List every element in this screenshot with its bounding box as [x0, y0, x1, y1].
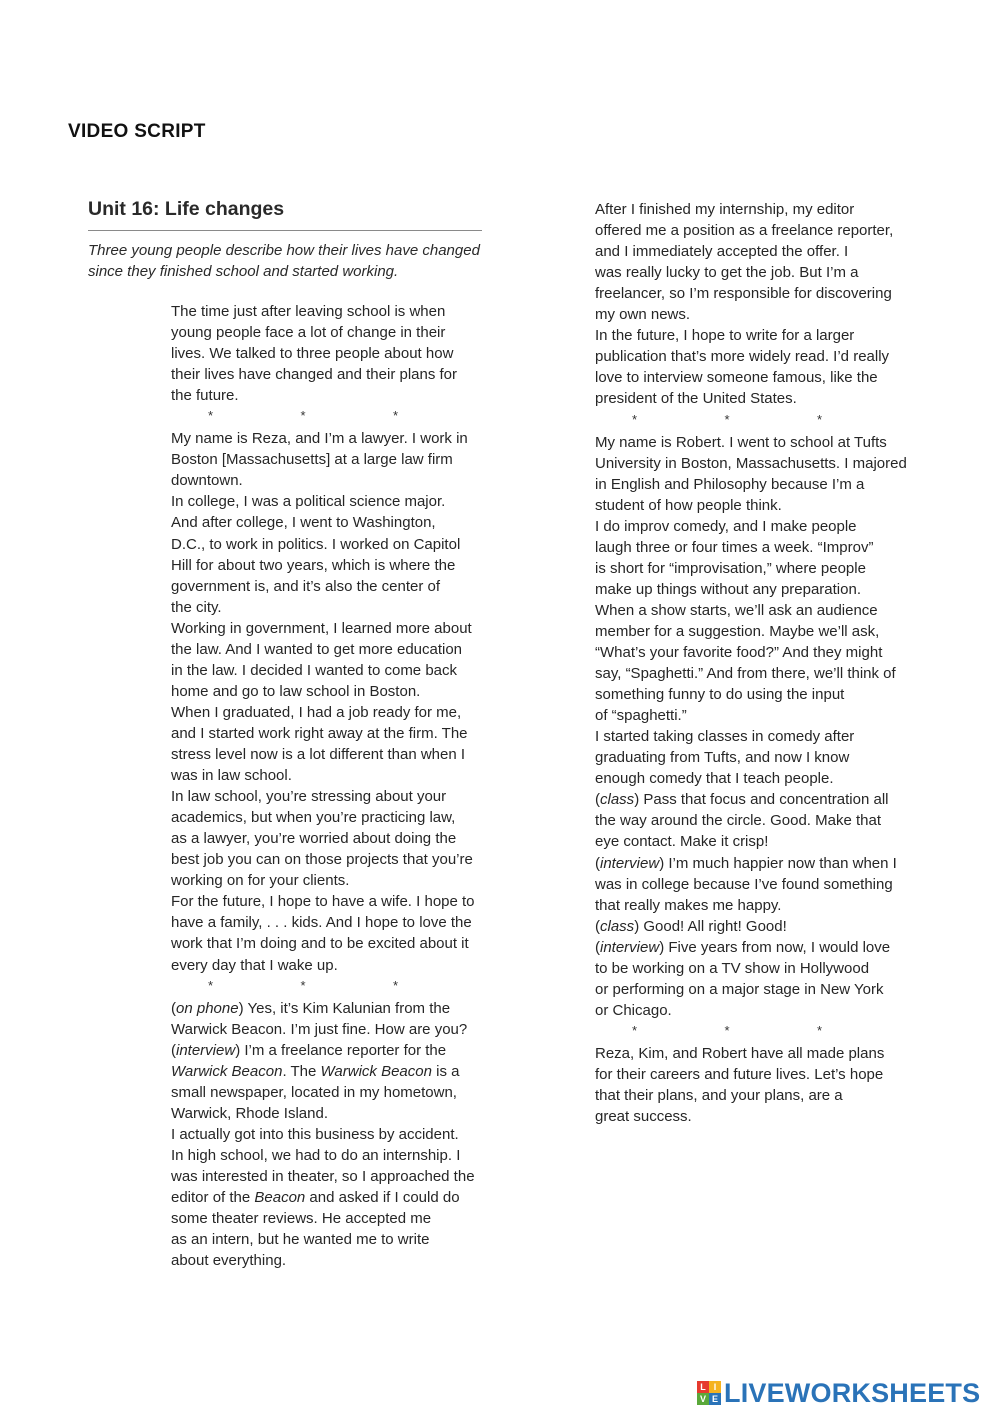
separator-star: * [208, 977, 214, 993]
line-segment: make up things without any preparation. [595, 580, 861, 598]
line-segment: that their plans, and your plans, are a [595, 1087, 843, 1104]
script-line [595, 600, 878, 621]
line-segment: enough comedy that I teach people. [595, 770, 834, 788]
line-segment: Warwick, Rhode Island. [171, 1104, 329, 1122]
separator-star: * [632, 1022, 638, 1038]
line-segment: ) Pass that focus and concentration all [634, 791, 889, 809]
script-line [171, 849, 473, 870]
script-line [595, 1064, 883, 1085]
section-separator-stars [208, 409, 398, 422]
line-segment: class [600, 791, 635, 809]
line-segment: as a lawyer, you’re worried about doing the [171, 830, 457, 848]
script-line [595, 768, 834, 789]
line-segment: the future. [171, 387, 239, 405]
script-line [171, 491, 445, 512]
line-segment: I started taking classes in comedy after [595, 728, 855, 746]
line-segment: downtown. [171, 472, 243, 490]
line-segment: My name is Reza, and I’m a lawyer. I work in [171, 430, 468, 448]
script-line [171, 933, 469, 954]
script-line [171, 1208, 431, 1229]
line-segment: In the future, I hope to write for a larger [595, 327, 855, 345]
section-separator-stars [632, 1024, 822, 1037]
script-line [171, 744, 465, 765]
title-divider [88, 230, 482, 231]
script-line [595, 853, 897, 874]
script-line [171, 470, 243, 491]
line-segment: ( [595, 917, 600, 935]
script-line [171, 449, 453, 470]
line-segment: Working in government, I learned more about [171, 619, 472, 637]
script-line [595, 199, 854, 220]
script-line [171, 723, 468, 744]
script-line [171, 1187, 460, 1208]
script-line [171, 1019, 467, 1040]
intro-line: since they finished school and started working. [88, 263, 399, 280]
line-segment: work that I’m doing and to be excited about it [171, 935, 469, 953]
separator-star: * [724, 1022, 730, 1038]
script-line [595, 474, 864, 495]
script-line [171, 301, 445, 322]
script-line [595, 453, 907, 474]
line-segment: some theater reviews. He accepted me [171, 1210, 432, 1228]
script-line [595, 642, 882, 663]
line-segment: And after college, I went to Washington, [171, 514, 436, 532]
line-segment: love to interview someone famous, like the [595, 369, 878, 387]
script-line [595, 937, 890, 958]
script-line [595, 262, 858, 283]
script-line [171, 512, 436, 533]
line-segment: stress level now is a lot different than when I [171, 746, 466, 763]
script-line [595, 1085, 843, 1106]
script-line [595, 874, 893, 895]
line-segment: D.C., to work in politics. I worked on Capitol [171, 535, 461, 553]
line-segment: Warwick Beacon. I’m just fine. How are you? [171, 1020, 468, 1038]
line-segment: editor of the [171, 1189, 255, 1206]
line-segment: After I finished my internship, my editor [595, 201, 855, 218]
script-line [171, 891, 475, 912]
script-line [171, 1229, 429, 1250]
line-segment: ) Good! All right! Good! [634, 917, 787, 935]
separator-star: * [632, 411, 638, 427]
line-segment: Hill for about two years, which is where the [171, 556, 456, 574]
line-segment: When I graduated, I had a job ready for me, [171, 703, 462, 721]
script-line [595, 325, 854, 346]
script-line [171, 555, 455, 576]
line-segment: My name is Robert. I went to school at Tufts [595, 433, 887, 451]
line-segment: University in Boston, Massachusetts. I majored [595, 454, 907, 472]
line-segment: Reza, Kim, and Robert have all made plans [595, 1044, 885, 1062]
line-segment: on phone [176, 999, 239, 1017]
line-segment: government is, and it’s also the center of [171, 577, 441, 595]
script-line [171, 807, 455, 828]
liveworksheets-logo [697, 1378, 980, 1408]
page-heading: VIDEO SCRIPT [68, 121, 206, 142]
line-segment: ( [595, 938, 600, 956]
line-segment: . The [282, 1062, 321, 1080]
separator-star: * [724, 411, 730, 427]
script-line [595, 810, 881, 831]
line-segment: and I started work right away at the firm. The [171, 724, 468, 742]
script-line [171, 618, 472, 639]
line-segment: ) Five years from now, I would love [659, 938, 891, 956]
script-line [595, 516, 857, 537]
line-segment: ( [171, 999, 176, 1017]
line-segment: was interested in theater, so I approached the [171, 1167, 475, 1185]
line-segment: their lives have changed and their plans for [171, 366, 458, 384]
section-separator-stars [632, 413, 822, 426]
script-line [595, 1043, 884, 1064]
line-segment: to be working on a TV show in Hollywood [595, 959, 870, 977]
line-segment: young people face a lot of change in their [171, 324, 446, 342]
line-segment: the way around the circle. Good. Make that [595, 812, 881, 830]
line-segment: of “spaghetti.” [595, 707, 687, 725]
line-segment: I do improv comedy, and I make people [595, 517, 857, 535]
line-segment: interview [600, 854, 660, 872]
line-segment: publication that’s more widely read. I’d really [595, 348, 890, 366]
script-line [595, 346, 889, 367]
script-line [595, 1000, 672, 1021]
line-segment: eye contact. Make it crisp! [595, 833, 769, 851]
script-line [171, 428, 468, 449]
line-segment: ( [171, 1041, 176, 1059]
script-line [595, 367, 878, 388]
script-line [171, 1145, 460, 1166]
line-segment: laugh three or four times a week. “Improv” [595, 538, 874, 556]
script-line [595, 558, 866, 579]
script-line [171, 681, 420, 702]
section-separator-stars [208, 979, 398, 992]
line-segment: and asked if I could do [305, 1189, 460, 1206]
script-line [595, 579, 861, 600]
intro-line: Three young people describe how their lives have changed [88, 242, 480, 259]
script-line [595, 958, 869, 979]
script-line [595, 621, 879, 642]
script-line [595, 747, 849, 768]
script-line [171, 955, 338, 976]
script-line [595, 432, 887, 453]
separator-star: * [816, 1022, 822, 1038]
unit-title: Unit 16: Life changes [88, 198, 285, 220]
script-line [171, 364, 457, 385]
script-line [595, 241, 848, 262]
line-segment: have a family, . . . kids. And I hope to love the [171, 914, 472, 932]
script-line [171, 1082, 457, 1103]
line-segment: in the law. I decided I wanted to come back [171, 661, 458, 679]
line-segment: ) I’m much happier now than when I [659, 854, 897, 872]
script-line [171, 576, 440, 597]
script-line [171, 660, 457, 681]
separator-star: * [392, 977, 398, 993]
line-segment: lives. We talked to three people about how [171, 345, 454, 363]
line-segment: ( [595, 854, 600, 872]
line-segment: every day that I wake up. [171, 956, 338, 974]
line-segment: the law. And I wanted to get more education [171, 640, 463, 658]
line-segment: freelancer, so I’m responsible for discovering [595, 285, 892, 303]
line-segment: president of the United States. [595, 390, 797, 408]
script-line [171, 1166, 475, 1187]
line-segment: for their careers and future lives. Let’s hope [595, 1065, 884, 1083]
logo-letter: E [709, 1393, 721, 1405]
line-segment: academics, but when you’re practicing law, [171, 809, 456, 827]
script-line [171, 1124, 459, 1145]
logo-letter: V [697, 1393, 709, 1405]
line-segment: I actually got into this business by accident. [171, 1125, 459, 1143]
line-segment: Warwick Beacon [320, 1062, 432, 1080]
line-segment: In high school, we had to do an internship. I [171, 1146, 461, 1164]
script-line [171, 1040, 446, 1061]
line-segment: was really lucky to get the job. But I’m a [595, 264, 859, 282]
script-line [595, 388, 797, 409]
script-line [171, 597, 222, 618]
logo-text: LIVEWORKSHEETS [724, 1377, 981, 1408]
logo-letter: L [697, 1381, 709, 1393]
line-segment: the city. [171, 598, 222, 616]
line-segment: interview [176, 1041, 236, 1059]
line-segment: In law school, you’re stressing about your [171, 788, 447, 806]
script-line [171, 912, 472, 933]
script-line [595, 663, 896, 684]
script-line [171, 1103, 328, 1124]
script-line [595, 684, 844, 705]
line-segment: great success. [595, 1108, 692, 1126]
line-segment: ) I’m a freelance reporter for the [235, 1041, 447, 1059]
line-segment: is short for “improvisation,” where people [595, 559, 866, 577]
script-line [595, 705, 687, 726]
line-segment: about everything. [171, 1252, 287, 1270]
line-segment: In college, I was a political science major. [171, 493, 446, 511]
line-segment: “What’s your favorite food?” And they might [595, 644, 883, 661]
script-line [595, 537, 873, 558]
script-line [171, 786, 446, 807]
line-segment: small newspaper, located in my hometown, [171, 1083, 457, 1101]
line-segment: For the future, I hope to have a wife. I hope to [171, 893, 475, 911]
script-line [171, 1250, 286, 1271]
script-line [595, 283, 892, 304]
line-segment: or Chicago. [595, 1001, 672, 1019]
line-segment: When a show starts, we’ll ask an audience [595, 601, 878, 619]
logo-letter: I [709, 1381, 721, 1393]
line-segment: interview [600, 938, 660, 956]
script-line [595, 220, 893, 241]
separator-star: * [300, 977, 306, 993]
separator-star: * [816, 411, 822, 427]
line-segment: The time just after leaving school is when [171, 303, 446, 320]
line-segment: offered me a position as a freelance reporter, [595, 222, 894, 240]
script-line [171, 1061, 459, 1082]
line-segment: in English and Philosophy because I’m a [595, 475, 865, 493]
script-line [171, 702, 461, 723]
script-line [595, 895, 781, 916]
script-line [595, 304, 690, 325]
line-segment: was in college because I’ve found something [595, 875, 893, 893]
line-segment: graduating from Tufts, and now I know [595, 749, 850, 767]
line-segment: my own news. [595, 306, 691, 324]
line-segment: ) Yes, it’s Kim Kalunian from the [238, 999, 451, 1017]
script-line [595, 1106, 692, 1127]
line-segment: or performing on a major stage in New York [595, 980, 884, 998]
line-segment: is a [431, 1062, 460, 1080]
line-segment: ( [595, 791, 600, 809]
script-line [595, 916, 787, 937]
line-segment: say, “Spaghetti.” And from there, we’ll think of [595, 665, 896, 683]
script-line [171, 828, 456, 849]
line-segment: was in law school. [171, 767, 292, 785]
line-segment: member for a suggestion. Maybe we’ll ask, [595, 622, 880, 640]
line-segment: that really makes me happy. [595, 896, 782, 914]
script-line [171, 639, 462, 660]
script-line [171, 765, 292, 786]
line-segment: Warwick Beacon [171, 1062, 283, 1080]
line-segment: Beacon [254, 1189, 306, 1206]
line-segment: best job you can on those projects that you’re [171, 851, 473, 869]
line-segment: home and go to law school in Boston. [171, 682, 421, 700]
script-line [595, 726, 854, 747]
script-line [171, 534, 460, 555]
script-line [171, 870, 349, 891]
script-line [595, 789, 889, 810]
line-segment: as an intern, but he wanted me to write [171, 1231, 430, 1249]
script-line [171, 385, 239, 406]
line-segment: and I immediately accepted the offer. I [595, 243, 849, 261]
line-segment: student of how people think. [595, 496, 782, 514]
line-segment: Boston [Massachusetts] at a large law firm [171, 451, 453, 469]
separator-star: * [392, 408, 398, 424]
script-line [171, 343, 453, 364]
script-line [171, 322, 445, 343]
line-segment: class [600, 917, 635, 935]
logo-mark-icon [697, 1381, 721, 1405]
line-segment: working on for your clients. [171, 872, 350, 890]
separator-star: * [208, 408, 214, 424]
script-line [595, 979, 883, 1000]
unit-intro [88, 240, 488, 282]
separator-star: * [300, 408, 306, 424]
script-line [171, 998, 450, 1019]
script-line [595, 495, 782, 516]
script-line [595, 831, 768, 852]
line-segment: something funny to do using the input [595, 686, 845, 704]
